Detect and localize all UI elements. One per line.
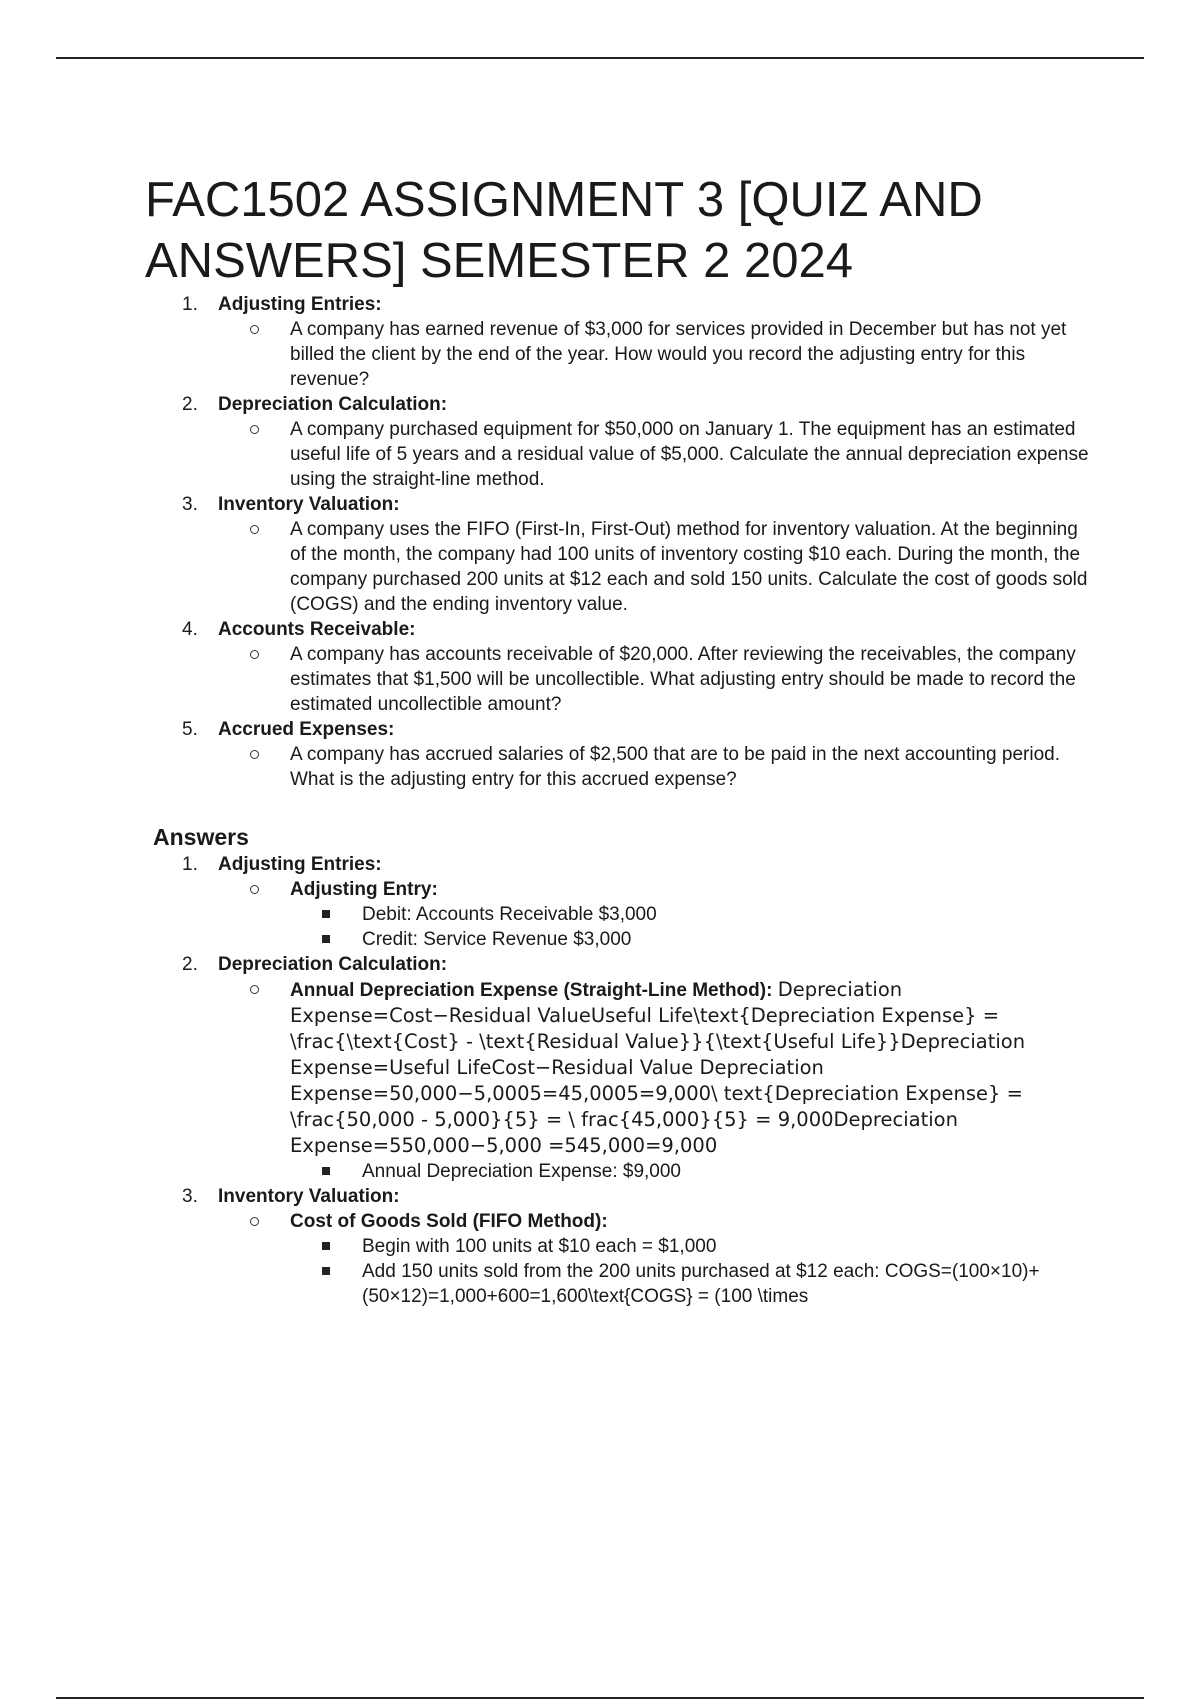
- question-number: 2.: [182, 394, 198, 415]
- question-list: [145, 292, 1095, 792]
- circle-bullet-icon: [250, 325, 259, 334]
- answer-bullet-text: Debit: Accounts Receivable $3,000: [362, 904, 657, 925]
- question-number: 3.: [182, 494, 198, 515]
- square-bullet-icon: [322, 910, 330, 918]
- answer-sub-label: Annual Depreciation Expense (Straight-Line Method):: [290, 980, 773, 1001]
- question-number: 4.: [182, 619, 198, 640]
- bottom-rule: [56, 1697, 1144, 1699]
- answer-heading: Inventory Valuation:: [218, 1186, 400, 1207]
- answer-bullet: [290, 1234, 1095, 1259]
- question-number: 1.: [182, 294, 198, 315]
- document-title: FAC1502 ASSIGNMENT 3 [QUIZ AND ANSWERS] SEMESTER 2 2024: [145, 173, 983, 288]
- square-bullet-icon: [322, 1267, 330, 1275]
- answers-heading: Answers: [153, 824, 249, 850]
- question-text-item: [218, 517, 1095, 617]
- question-text: A company purchased equipment for $50,000 on January 1. The equipment has an estimated useful life of 5 years and a residual value of $5,000. Calculate the annual depreciation expense using the straight-line method.: [290, 419, 1089, 490]
- circle-bullet-icon: [250, 1217, 259, 1226]
- answer-sub-item: [218, 1209, 1095, 1309]
- question-text: A company has accounts receivable of $20,000. After reviewing the receivables, the company estimates that $1,500 will be uncollectible. What adjusting entry should be made to record the estimated uncollectible amount?: [290, 644, 1076, 715]
- answer-heading: Adjusting Entries:: [218, 854, 382, 875]
- circle-bullet-icon: [250, 650, 259, 659]
- answer-heading: Depreciation Calculation:: [218, 954, 448, 975]
- document-body: [145, 170, 1095, 1309]
- answer-bullet: [290, 1259, 1095, 1309]
- circle-bullet-icon: [250, 750, 259, 759]
- question-item: [145, 717, 1095, 792]
- question-text: A company has earned revenue of $3,000 for services provided in December but has not yet billed the client by the end of the year. How would you record the adjusting entry for this revenue?: [290, 319, 1067, 390]
- question-heading: Accrued Expenses:: [218, 719, 395, 740]
- question-text-item: [218, 642, 1095, 717]
- question-heading: Inventory Valuation:: [218, 494, 400, 515]
- question-text-item: [218, 417, 1095, 492]
- answer-bullet-text: Credit: Service Revenue $3,000: [362, 929, 632, 950]
- square-bullet-icon: [322, 935, 330, 943]
- question-heading: Adjusting Entries:: [218, 294, 382, 315]
- answer-item: [145, 852, 1095, 952]
- square-bullet-icon: [322, 1167, 330, 1175]
- answer-sub-label: Cost of Goods Sold (FIFO Method):: [290, 1211, 608, 1232]
- answer-number: 3.: [182, 1186, 198, 1207]
- answer-list: [145, 852, 1095, 1309]
- answer-bullet-text: Begin with 100 units at $10 each = $1,000: [362, 1236, 717, 1257]
- answer-sub-item: [218, 877, 1095, 952]
- answer-item: [145, 952, 1095, 1184]
- question-heading: Depreciation Calculation:: [218, 394, 448, 415]
- circle-bullet-icon: [250, 525, 259, 534]
- answer-number: 1.: [182, 854, 198, 875]
- top-rule: [56, 57, 1144, 59]
- answer-sub-item: [218, 977, 1095, 1184]
- question-heading: Accounts Receivable:: [218, 619, 416, 640]
- question-item: [145, 492, 1095, 617]
- answer-number: 2.: [182, 954, 198, 975]
- square-bullet-icon: [322, 1242, 330, 1250]
- question-text: A company uses the FIFO (First-In, First-Out) method for inventory valuation. At the beginning of the month, the company had 100 units of inventory costing $10 each. During the month, the company purchased 200 units at $12 each and sold 150 units. Calculate the cost of goods sold (COGS) and the ending inventory value.: [290, 519, 1088, 615]
- circle-bullet-icon: [250, 425, 259, 434]
- depreciation-formula: Depreciation Expense=Cost−Residual ValueUseful Life\text{Depreciation Expense} = \frac{\text{Cost} - \text{Residual Value}}{\text{Useful Life}}Depreciation Expense=Useful LifeCost−Residual Value Depreciation Expense=50,000−5,0005=45,0005=9,000\ text{Depreciation Expense} = \frac{50,000 - 5,000}{5} = \ frac{45,000}{5} = 9,000Depreciation Expense=550,000−5,000 =545,000=9,000: [290, 978, 1026, 1157]
- question-item: [145, 292, 1095, 392]
- question-item: [145, 617, 1095, 717]
- question-text: A company has accrued salaries of $2,500 that are to be paid in the next accounting period. What is the adjusting entry for this accrued expense?: [290, 744, 1061, 790]
- answer-bullet: [290, 1159, 1095, 1184]
- question-number: 5.: [182, 719, 198, 740]
- answer-bullet-text: Annual Depreciation Expense: $9,000: [362, 1161, 682, 1182]
- circle-bullet-icon: [250, 985, 259, 994]
- answer-bullet: [290, 902, 1095, 927]
- answer-bullet-text: Add 150 units sold from the 200 units purchased at $12 each: COGS=(100×10)+(50×12)=1,000+600=1,600\text{COGS} = (100 \times: [362, 1261, 1040, 1307]
- circle-bullet-icon: [250, 885, 259, 894]
- answer-bullet: [290, 927, 1095, 952]
- question-text-item: [218, 742, 1095, 792]
- question-item: [145, 392, 1095, 492]
- answer-sub-label: Adjusting Entry:: [290, 879, 438, 900]
- question-text-item: [218, 317, 1095, 392]
- answer-item: [145, 1184, 1095, 1309]
